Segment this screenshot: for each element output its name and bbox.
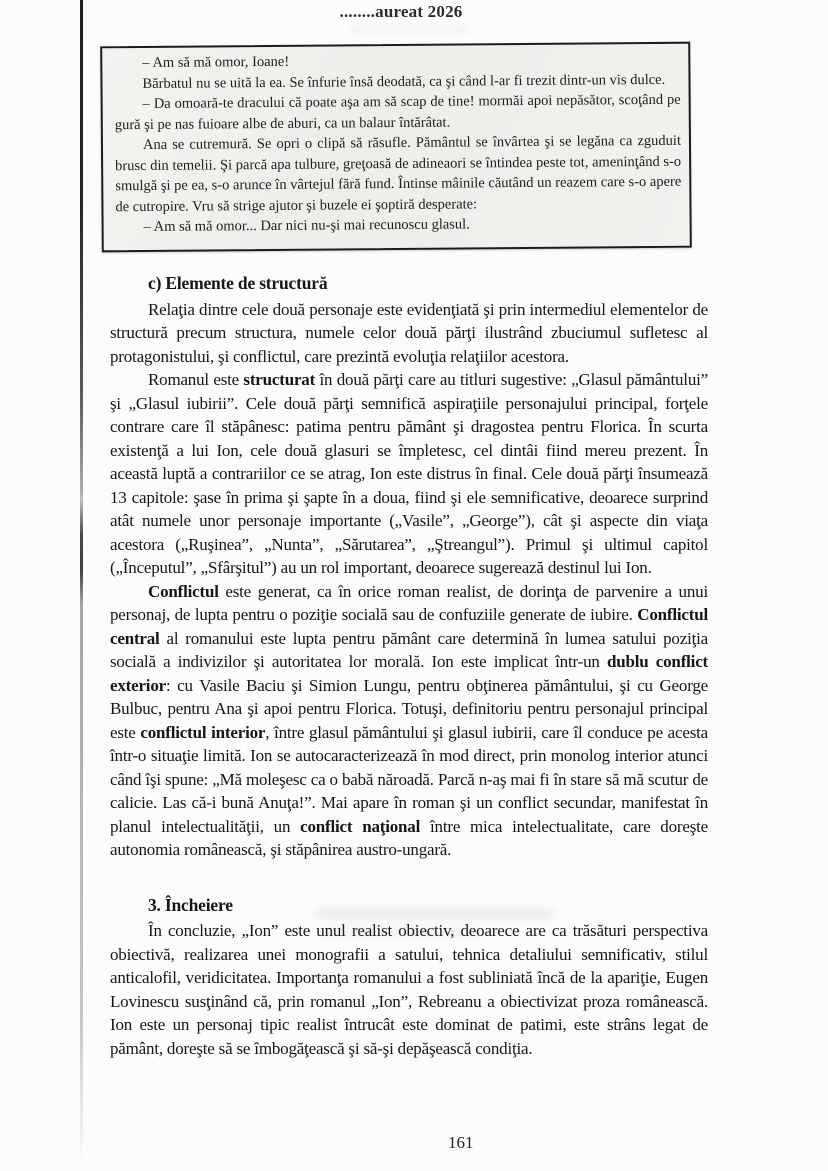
body-paragraph [110,580,708,862]
running-header: ........aureat 2026 [339,2,463,21]
text-segment: , între glasul pământului şi glasul iubirii, care îl conduce pe acesta într-o situaţie limită. Ion se autocaracterizează în mod direct, prin monolog interior atunci când îşi spune: „Mă moleşesc ca o babă năroadă. Parcă n-aş mai fi în stare să mă scutur de calicie. Las că-i bună Anuţa!”. Mai apare în roman şi un conflict secundar, manifestat în planul intelectualităţii, un [110,722,708,836]
quote-paragraph: – Am să mă omor... Dar nici nu-şi mai recunoscu glasul. [143,216,470,235]
text-segment: Relaţia dintre cele două personaje este evidenţiată şi prin intermediul elementelor de structură precum structura, numele celor două părţi ilustrând zbuciumul sufletesc al protagonistului, şi conflictul, care prezintă evoluţia relaţiilor acestora. [110,299,708,366]
text-segment: al romanului este lupta pentru pământ care determină în lumea satului poziţia socială a indivizilor şi autoritatea lor morală. Ion este implicat într-un [110,628,708,671]
bold-text-segment: conflict naţional [300,816,421,836]
bold-text-segment: dublu conflict exterior [110,652,709,695]
quote-paragraph: – Am să mă omor, Ioane! [142,53,290,71]
bold-text-segment: conflictul interior [140,722,266,742]
body-paragraph [110,298,708,369]
quote-paragraph: – Da omoară-te dracului că poate aşa am să scap de tine! mormăi apoi nepăsător, scoţând pe gură şi pe nas fuioare albe de aburi, ca un balaur întărâtat. [114,91,681,133]
quote-paragraph: Ana se cutremură. Se opri o clipă să răsufle. Pământul se învârtea şi se legăna ca zguduit brusc din temelii. Şi parcă apa tulbure, greţoasă de adineaori se întindea peste tot, ameninţând s-o smulgă şi pe ea, s-o arunce în vârtejul fără fund. Întinse mâinile căutând un reazem care s-o apere de cutropire. Vru să strige ajutor şi buzele ei şoptiră desperate: [115,132,682,215]
text-segment: În concluzie, „Ion” este unul realist obiectiv, deoarece are ca trăsături perspectiva obiectivă, realizarea unei monografii a satului, tehnica detaliului semnificativ, stilul anticalofil, veridicitatea. Importanţa romanului a fost subliniată încă de la apariţie, Eugen Lovinescu susţinând că, prin romanul „Ion”, Rebreanu a obiectivizat proza românească. Ion este un personaj tipic realist întrucât este dominat de patimi, este strâns legat de pământ, doreşte să se îmbogăţească şi să-şi depăşească condiţia. [110,921,708,1058]
main-text-block [110,272,708,1060]
section-heading-structura: c) Elemente de structură [148,273,328,293]
page-number: 161 [448,1133,474,1152]
quote-paragraph: Bărbatul nu se uită la ea. Se înfurie însă deodată, ca şi când l-ar fi trezit dintr-un vis dulce. [142,71,666,92]
book-spine-shadow [80,0,83,1162]
section-incheiere-paragraphs [110,919,708,1060]
text-segment: Romanul este [148,370,244,389]
scan-smudge [350,26,470,34]
bold-text-segment: Conflictul [148,581,219,601]
section-structura-paragraphs [110,298,708,862]
body-paragraph [110,919,708,1060]
bold-text-segment: structurat [243,370,316,389]
quote-box [100,42,692,253]
text-segment: este generat, ca în orice roman realist, de dorinţa de parvenire a unui personaj, de lupta pentru o poziţie socială sau de confuziile generate de iubire. [110,581,708,624]
bold-text-segment: Conflictul central [110,605,708,648]
text-segment: între mica intelectualitate, care doreşte autonomia românească, şi stăpânirea austro-ungară. [110,816,708,859]
section-heading-incheiere: 3. Încheiere [148,894,233,915]
body-paragraph [110,368,708,580]
text-segment: : cu Vasile Baciu şi Simion Lungu, pentru obţinerea pământului, şi cu George Bulbuc, pentru Ana şi apoi pentru Florica. Totuşi, definitoriu pentru personajul principal este [110,675,708,742]
text-segment: în două părţi care au titluri sugestive: „Glasul pământului” şi „Glasul iubirii”. Cele două părţi semnifică aspiraţiile personajului principal, forţele contrare care îl stăpânesc: patima pentru pământ şi dragostea pentru Florica. În scurta existenţă a lui Ion, cele două glasuri se împletesc, cel dintâi fiind mereu prezent. În această luptă a contrariilor ce se atrag, Ion este distrus în final. Cele două părţi însumează 13 capitole: şase în prima şi şapte în a doua, fiind şi ele semnificative, deoarece surprind atât numele unor personaje importante („Vasile”, „George”), cât şi aspecte din viaţa acestora („Ruşinea”, „Nunta”, „Sărutarea”, „Ştreangul”). Primul şi ultimul capitol („Începutul”, „Sfârşitul”) au un rol important, deoarece sugerează destinul lui Ion. [110,370,708,577]
